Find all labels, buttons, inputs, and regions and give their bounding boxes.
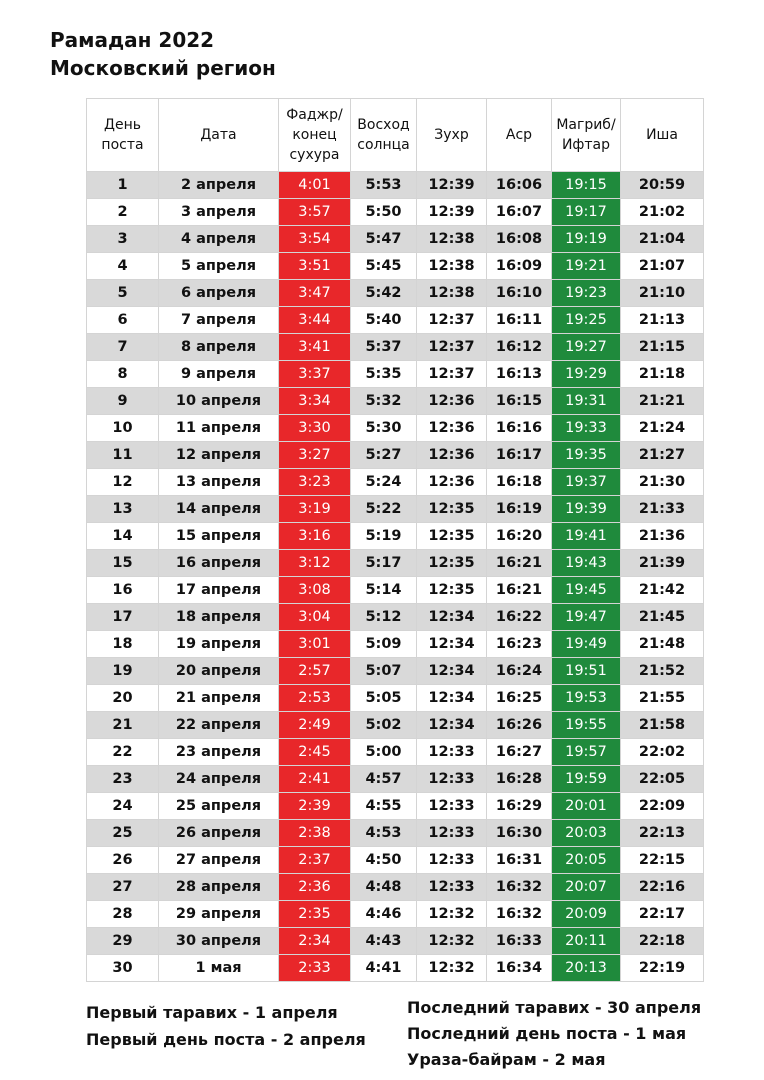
table-header-row — [87, 99, 704, 172]
cell-asr: 16:21 — [487, 577, 552, 604]
cell-asr: 16:29 — [487, 793, 552, 820]
cell-day: 13 — [87, 496, 159, 523]
cell-fajr: 3:44 — [279, 307, 351, 334]
cell-fajr: 2:35 — [279, 901, 351, 928]
cell-day: 8 — [87, 361, 159, 388]
table-row — [87, 388, 704, 415]
cell-dhuhr: 12:39 — [417, 199, 487, 226]
cell-dhuhr: 12:32 — [417, 928, 487, 955]
note-last-taraweeh: Последний таравих - 30 апреля — [407, 998, 702, 1017]
cell-asr: 16:31 — [487, 847, 552, 874]
cell-fajr: 3:12 — [279, 550, 351, 577]
cell-dhuhr: 12:32 — [417, 955, 487, 982]
table-row — [87, 955, 704, 982]
cell-maghrib: 19:19 — [552, 226, 621, 253]
table-row — [87, 604, 704, 631]
cell-date: 10 апреля — [159, 388, 279, 415]
cell-sunrise: 5:17 — [351, 550, 417, 577]
cell-fajr: 2:34 — [279, 928, 351, 955]
cell-asr: 16:24 — [487, 658, 552, 685]
cell-date: 26 апреля — [159, 820, 279, 847]
cell-fajr: 2:33 — [279, 955, 351, 982]
cell-maghrib: 19:57 — [552, 739, 621, 766]
note-first-taraweeh: Первый таравих - 1 апреля — [86, 1003, 338, 1022]
cell-dhuhr: 12:33 — [417, 793, 487, 820]
cell-maghrib: 19:29 — [552, 361, 621, 388]
note-last-fast-day: Последний день поста - 1 мая — [407, 1024, 687, 1043]
cell-maghrib: 19:39 — [552, 496, 621, 523]
cell-dhuhr: 12:35 — [417, 496, 487, 523]
cell-isha: 21:33 — [621, 496, 704, 523]
cell-day: 30 — [87, 955, 159, 982]
cell-asr: 16:32 — [487, 901, 552, 928]
table-row — [87, 847, 704, 874]
cell-date: 18 апреля — [159, 604, 279, 631]
cell-day: 28 — [87, 901, 159, 928]
table-row — [87, 307, 704, 334]
cell-isha: 21:24 — [621, 415, 704, 442]
table-row — [87, 253, 704, 280]
cell-asr: 16:15 — [487, 388, 552, 415]
cell-isha: 21:04 — [621, 226, 704, 253]
cell-isha: 21:18 — [621, 361, 704, 388]
cell-date: 14 апреля — [159, 496, 279, 523]
cell-day: 10 — [87, 415, 159, 442]
cell-sunrise: 5:47 — [351, 226, 417, 253]
table-row — [87, 226, 704, 253]
cell-isha: 22:18 — [621, 928, 704, 955]
cell-date: 8 апреля — [159, 334, 279, 361]
cell-fajr: 2:36 — [279, 874, 351, 901]
cell-date: 7 апреля — [159, 307, 279, 334]
cell-isha: 20:59 — [621, 172, 704, 199]
cell-sunrise: 4:41 — [351, 955, 417, 982]
cell-sunrise: 5:19 — [351, 523, 417, 550]
cell-fajr: 3:01 — [279, 631, 351, 658]
cell-maghrib: 19:55 — [552, 712, 621, 739]
cell-fajr: 2:45 — [279, 739, 351, 766]
cell-isha: 21:48 — [621, 631, 704, 658]
cell-isha: 21:45 — [621, 604, 704, 631]
cell-isha: 21:10 — [621, 280, 704, 307]
cell-fajr: 3:37 — [279, 361, 351, 388]
cell-sunrise: 5:00 — [351, 739, 417, 766]
cell-dhuhr: 12:32 — [417, 901, 487, 928]
cell-maghrib: 20:07 — [552, 874, 621, 901]
cell-dhuhr: 12:37 — [417, 361, 487, 388]
cell-isha: 21:27 — [621, 442, 704, 469]
cell-asr: 16:17 — [487, 442, 552, 469]
cell-dhuhr: 12:33 — [417, 820, 487, 847]
cell-date: 23 апреля — [159, 739, 279, 766]
cell-maghrib: 20:11 — [552, 928, 621, 955]
cell-sunrise: 5:30 — [351, 415, 417, 442]
cell-fajr: 3:57 — [279, 199, 351, 226]
cell-isha: 21:58 — [621, 712, 704, 739]
table-row — [87, 523, 704, 550]
cell-asr: 16:06 — [487, 172, 552, 199]
cell-dhuhr: 12:36 — [417, 442, 487, 469]
table-row — [87, 469, 704, 496]
cell-maghrib: 19:51 — [552, 658, 621, 685]
cell-sunrise: 4:43 — [351, 928, 417, 955]
cell-dhuhr: 12:37 — [417, 334, 487, 361]
cell-maghrib: 19:33 — [552, 415, 621, 442]
cell-fajr: 3:41 — [279, 334, 351, 361]
col-header-fajr: Фаджр/ конец сухура — [279, 99, 351, 172]
cell-dhuhr: 12:36 — [417, 469, 487, 496]
cell-asr: 16:23 — [487, 631, 552, 658]
cell-date: 20 апреля — [159, 658, 279, 685]
cell-date: 1 мая — [159, 955, 279, 982]
cell-sunrise: 4:46 — [351, 901, 417, 928]
table-row — [87, 496, 704, 523]
cell-day: 24 — [87, 793, 159, 820]
col-header-asr: Аср — [487, 99, 552, 172]
cell-sunrise: 5:27 — [351, 442, 417, 469]
cell-fajr: 2:53 — [279, 685, 351, 712]
cell-asr: 16:26 — [487, 712, 552, 739]
cell-date: 22 апреля — [159, 712, 279, 739]
cell-date: 24 апреля — [159, 766, 279, 793]
cell-asr: 16:25 — [487, 685, 552, 712]
cell-asr: 16:20 — [487, 523, 552, 550]
cell-day: 2 — [87, 199, 159, 226]
cell-day: 25 — [87, 820, 159, 847]
cell-maghrib: 19:23 — [552, 280, 621, 307]
cell-isha: 22:02 — [621, 739, 704, 766]
cell-fajr: 2:41 — [279, 766, 351, 793]
cell-dhuhr: 12:35 — [417, 523, 487, 550]
cell-day: 23 — [87, 766, 159, 793]
cell-asr: 16:08 — [487, 226, 552, 253]
table-row — [87, 415, 704, 442]
cell-maghrib: 19:47 — [552, 604, 621, 631]
cell-sunrise: 5:35 — [351, 361, 417, 388]
cell-asr: 16:09 — [487, 253, 552, 280]
cell-maghrib: 19:53 — [552, 685, 621, 712]
cell-isha: 21:30 — [621, 469, 704, 496]
cell-isha: 21:52 — [621, 658, 704, 685]
cell-date: 30 апреля — [159, 928, 279, 955]
cell-date: 19 апреля — [159, 631, 279, 658]
cell-sunrise: 5:22 — [351, 496, 417, 523]
cell-date: 13 апреля — [159, 469, 279, 496]
cell-isha: 22:16 — [621, 874, 704, 901]
col-header-isha: Иша — [621, 99, 704, 172]
cell-isha: 22:09 — [621, 793, 704, 820]
cell-sunrise: 5:53 — [351, 172, 417, 199]
cell-day: 21 — [87, 712, 159, 739]
cell-maghrib: 19:59 — [552, 766, 621, 793]
table-row — [87, 361, 704, 388]
cell-isha: 22:17 — [621, 901, 704, 928]
cell-day: 6 — [87, 307, 159, 334]
cell-maghrib: 20:03 — [552, 820, 621, 847]
cell-isha: 22:19 — [621, 955, 704, 982]
table-row — [87, 793, 704, 820]
cell-maghrib: 19:41 — [552, 523, 621, 550]
cell-fajr: 3:51 — [279, 253, 351, 280]
cell-date: 4 апреля — [159, 226, 279, 253]
ramadan-schedule-table — [86, 98, 704, 982]
cell-sunrise: 5:09 — [351, 631, 417, 658]
cell-fajr: 3:16 — [279, 523, 351, 550]
cell-asr: 16:32 — [487, 874, 552, 901]
cell-isha: 21:42 — [621, 577, 704, 604]
cell-asr: 16:34 — [487, 955, 552, 982]
cell-dhuhr: 12:34 — [417, 685, 487, 712]
cell-maghrib: 19:45 — [552, 577, 621, 604]
cell-dhuhr: 12:34 — [417, 712, 487, 739]
cell-dhuhr: 12:34 — [417, 604, 487, 631]
table-row — [87, 739, 704, 766]
cell-sunrise: 5:32 — [351, 388, 417, 415]
cell-date: 16 апреля — [159, 550, 279, 577]
cell-asr: 16:28 — [487, 766, 552, 793]
cell-sunrise: 5:24 — [351, 469, 417, 496]
cell-isha: 22:13 — [621, 820, 704, 847]
cell-sunrise: 4:57 — [351, 766, 417, 793]
cell-date: 6 апреля — [159, 280, 279, 307]
cell-dhuhr: 12:38 — [417, 226, 487, 253]
cell-sunrise: 4:48 — [351, 874, 417, 901]
cell-day: 5 — [87, 280, 159, 307]
cell-maghrib: 19:37 — [552, 469, 621, 496]
cell-asr: 16:21 — [487, 550, 552, 577]
cell-isha: 22:15 — [621, 847, 704, 874]
cell-maghrib: 20:13 — [552, 955, 621, 982]
cell-maghrib: 19:49 — [552, 631, 621, 658]
cell-fajr: 2:37 — [279, 847, 351, 874]
cell-date: 11 апреля — [159, 415, 279, 442]
cell-asr: 16:30 — [487, 820, 552, 847]
cell-dhuhr: 12:36 — [417, 388, 487, 415]
cell-asr: 16:10 — [487, 280, 552, 307]
cell-fajr: 3:30 — [279, 415, 351, 442]
cell-maghrib: 19:27 — [552, 334, 621, 361]
cell-sunrise: 4:50 — [351, 847, 417, 874]
cell-day: 22 — [87, 739, 159, 766]
cell-sunrise: 5:14 — [351, 577, 417, 604]
cell-asr: 16:16 — [487, 415, 552, 442]
table-row — [87, 550, 704, 577]
cell-day: 16 — [87, 577, 159, 604]
cell-date: 9 апреля — [159, 361, 279, 388]
cell-maghrib: 20:01 — [552, 793, 621, 820]
table-row — [87, 712, 704, 739]
cell-fajr: 2:39 — [279, 793, 351, 820]
cell-maghrib: 19:43 — [552, 550, 621, 577]
cell-isha: 21:21 — [621, 388, 704, 415]
cell-fajr: 3:08 — [279, 577, 351, 604]
cell-asr: 16:07 — [487, 199, 552, 226]
cell-maghrib: 19:31 — [552, 388, 621, 415]
cell-isha: 22:05 — [621, 766, 704, 793]
cell-dhuhr: 12:33 — [417, 847, 487, 874]
cell-maghrib: 19:25 — [552, 307, 621, 334]
cell-isha: 21:07 — [621, 253, 704, 280]
cell-fajr: 4:01 — [279, 172, 351, 199]
cell-date: 25 апреля — [159, 793, 279, 820]
cell-day: 11 — [87, 442, 159, 469]
cell-dhuhr: 12:38 — [417, 280, 487, 307]
col-header-sunrise: Восход солнца — [351, 99, 417, 172]
cell-maghrib: 19:17 — [552, 199, 621, 226]
cell-isha: 21:55 — [621, 685, 704, 712]
cell-isha: 21:39 — [621, 550, 704, 577]
cell-date: 21 апреля — [159, 685, 279, 712]
cell-fajr: 2:49 — [279, 712, 351, 739]
cell-asr: 16:18 — [487, 469, 552, 496]
cell-dhuhr: 12:38 — [417, 253, 487, 280]
cell-fajr: 3:19 — [279, 496, 351, 523]
cell-dhuhr: 12:33 — [417, 874, 487, 901]
cell-dhuhr: 12:34 — [417, 631, 487, 658]
cell-day: 18 — [87, 631, 159, 658]
cell-date: 5 апреля — [159, 253, 279, 280]
cell-day: 3 — [87, 226, 159, 253]
cell-asr: 16:33 — [487, 928, 552, 955]
cell-date: 27 апреля — [159, 847, 279, 874]
table-row — [87, 766, 704, 793]
cell-date: 3 апреля — [159, 199, 279, 226]
cell-sunrise: 4:53 — [351, 820, 417, 847]
cell-day: 27 — [87, 874, 159, 901]
cell-day: 29 — [87, 928, 159, 955]
cell-date: 29 апреля — [159, 901, 279, 928]
cell-asr: 16:13 — [487, 361, 552, 388]
table-row — [87, 280, 704, 307]
cell-maghrib: 19:21 — [552, 253, 621, 280]
cell-fajr: 3:04 — [279, 604, 351, 631]
table-row — [87, 685, 704, 712]
cell-sunrise: 5:05 — [351, 685, 417, 712]
cell-maghrib: 19:35 — [552, 442, 621, 469]
table-row — [87, 199, 704, 226]
cell-sunrise: 5:07 — [351, 658, 417, 685]
cell-dhuhr: 12:35 — [417, 577, 487, 604]
col-header-date: Дата — [159, 99, 279, 172]
cell-date: 17 апреля — [159, 577, 279, 604]
page-subtitle: Московский регион — [50, 56, 276, 80]
cell-sunrise: 5:50 — [351, 199, 417, 226]
cell-sunrise: 5:42 — [351, 280, 417, 307]
table-row — [87, 658, 704, 685]
cell-day: 14 — [87, 523, 159, 550]
cell-isha: 21:36 — [621, 523, 704, 550]
cell-dhuhr: 12:34 — [417, 658, 487, 685]
cell-dhuhr: 12:33 — [417, 766, 487, 793]
cell-sunrise: 5:37 — [351, 334, 417, 361]
cell-dhuhr: 12:36 — [417, 415, 487, 442]
table-row — [87, 442, 704, 469]
cell-day: 12 — [87, 469, 159, 496]
cell-sunrise: 5:40 — [351, 307, 417, 334]
table-row — [87, 631, 704, 658]
cell-asr: 16:12 — [487, 334, 552, 361]
cell-fajr: 3:47 — [279, 280, 351, 307]
table-row — [87, 820, 704, 847]
cell-dhuhr: 12:35 — [417, 550, 487, 577]
cell-asr: 16:11 — [487, 307, 552, 334]
cell-fajr: 3:54 — [279, 226, 351, 253]
cell-dhuhr: 12:37 — [417, 307, 487, 334]
table-row — [87, 334, 704, 361]
cell-day: 1 — [87, 172, 159, 199]
cell-isha: 21:02 — [621, 199, 704, 226]
cell-day: 26 — [87, 847, 159, 874]
cell-day: 15 — [87, 550, 159, 577]
cell-day: 7 — [87, 334, 159, 361]
cell-asr: 16:19 — [487, 496, 552, 523]
table-row — [87, 172, 704, 199]
col-header-dhuhr: Зухр — [417, 99, 487, 172]
cell-fajr: 3:34 — [279, 388, 351, 415]
cell-sunrise: 5:45 — [351, 253, 417, 280]
page-title: Рамадан 2022 — [50, 28, 215, 52]
table-row — [87, 928, 704, 955]
cell-asr: 16:27 — [487, 739, 552, 766]
cell-date: 15 апреля — [159, 523, 279, 550]
cell-dhuhr: 12:33 — [417, 739, 487, 766]
cell-maghrib: 20:05 — [552, 847, 621, 874]
cell-isha: 21:13 — [621, 307, 704, 334]
cell-isha: 21:15 — [621, 334, 704, 361]
cell-fajr: 3:23 — [279, 469, 351, 496]
col-header-maghrib: Магриб/ Ифтар — [552, 99, 621, 172]
table-row — [87, 577, 704, 604]
cell-date: 12 апреля — [159, 442, 279, 469]
cell-maghrib: 19:15 — [552, 172, 621, 199]
cell-sunrise: 5:12 — [351, 604, 417, 631]
cell-day: 4 — [87, 253, 159, 280]
cell-fajr: 2:38 — [279, 820, 351, 847]
cell-day: 17 — [87, 604, 159, 631]
cell-date: 2 апреля — [159, 172, 279, 199]
cell-day: 20 — [87, 685, 159, 712]
cell-date: 28 апреля — [159, 874, 279, 901]
cell-sunrise: 5:02 — [351, 712, 417, 739]
table-row — [87, 874, 704, 901]
cell-day: 9 — [87, 388, 159, 415]
cell-sunrise: 4:55 — [351, 793, 417, 820]
cell-asr: 16:22 — [487, 604, 552, 631]
cell-fajr: 3:27 — [279, 442, 351, 469]
cell-dhuhr: 12:39 — [417, 172, 487, 199]
cell-fajr: 2:57 — [279, 658, 351, 685]
cell-maghrib: 20:09 — [552, 901, 621, 928]
table-row — [87, 901, 704, 928]
note-first-fast-day: Первый день поста - 2 апреля — [86, 1030, 366, 1049]
col-header-day: День поста — [87, 99, 159, 172]
note-eid: Ураза-байрам - 2 мая — [407, 1050, 606, 1069]
cell-day: 19 — [87, 658, 159, 685]
